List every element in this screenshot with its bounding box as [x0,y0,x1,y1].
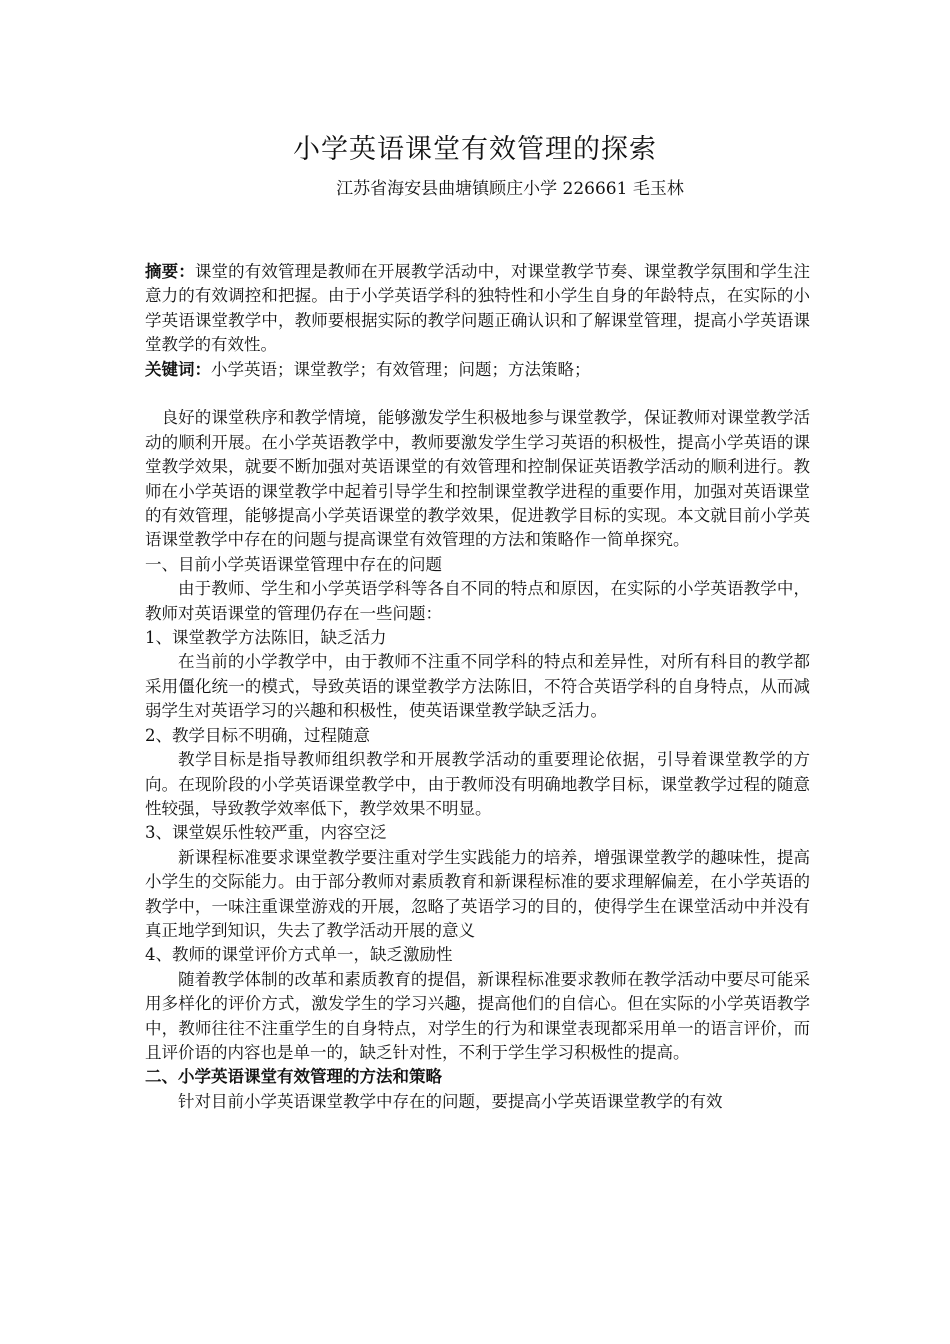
abstract-paragraph [145,260,810,358]
keywords-label: 关键词： [145,359,211,379]
paragraph-gap [145,382,810,406]
item4-heading: 4、教师的课堂评价方式单一，缺乏激励性 [145,945,453,965]
item3-text: 新课程标准要求课堂教学要注重对学生实践能力的培养，增强课堂教学的趣味性，提高小学生的交际能力。由于部分教师对素质教育和新课程标准的要求理解偏差，在小学英语的教学中，一味注重课堂游戏的开展，忽略了英语学习的目的，使得学生在课堂活动中并没有真正地学到知识，失去了教学活动开展的意义 [145,847,810,940]
section1-heading: 一、目前小学英语课堂管理中存在的问题 [145,554,442,574]
section1-intro: 由于教师、学生和小学英语学科等各自不同的特点和原因，在实际的小学英语教学中，教师对英语课堂的管理仍存在一些问题： [145,579,810,623]
item4-text: 随着教学体制的改革和素质教育的提倡，新课程标准要求教师在教学活动中要尽可能采用多样化的评价方式，激发学生的学习兴趣，提高他们的自信心。但在实际的小学英语教学中，教师往往不注重学生的自身特点，对学生的行为和课堂表现都采用单一的语言评价，而且评价语的内容也是单一的，缺乏针对性，不利于学生学习积极性的提高。 [145,969,810,1062]
keywords-paragraph [145,358,810,382]
keywords-text: 小学英语；课堂教学；有效管理；问题；方法策略； [211,359,591,379]
intro-paragraph: 良好的课堂秩序和教学情境，能够激发学生积极地参与课堂教学，保证教师对课堂教学活动的顺利开展。在小学英语教学中，教师要激发学生学习英语的积极性，提高小学英语的课堂教学效果，就要不断加强对英语课堂的有效管理和控制保证英语教学活动的顺利进行。教师在小学英语的课堂教学中起着引导学生和控制课堂教学进程的重要作用，加强对英语课堂的有效管理，能够提高小学英语课堂的教学效果，促进教学目标的实现。本文就目前小学英语课堂教学中存在的问题与提高课堂有效管理的方法和策略作一简单探究。 [145,408,810,550]
author-line: 江苏省海安县曲塘镇顾庄小学 226661 毛玉林 [336,179,684,199]
document-body [145,260,810,1114]
abstract-text: 课堂的有效管理是教师在开展教学活动中，对课堂教学节奏、课堂教学氛围和学生注意力的有效调控和把握。由于小学英语学科的独特性和小学生自身的年龄特点，在实际的小学英语课堂教学中，教师要根据实际的教学问题正确认识和了解课堂管理，提高小学英语课堂教学的有效性。 [145,262,811,355]
document-title: 小学英语课堂有效管理的探索 [293,134,657,165]
abstract-label: 摘要： [145,262,195,281]
item1-heading: 1、课堂教学方法陈旧，缺乏活力 [145,628,387,648]
item2-text: 教学目标是指导教师组织教学和开展教学活动的重要理论依据，引导着课堂教学的方向。在现阶段的小学英语课堂教学中，由于教师没有明确地教学目标，课堂教学过程的随意性较强，导致教学效率低下，教学效果不明显。 [145,750,810,818]
item2-heading: 2、教学目标不明确，过程随意 [145,725,370,745]
item3-heading: 3、课堂娱乐性较严重，内容空泛 [145,823,387,843]
section2-intro: 针对目前小学英语课堂教学中存在的问题，要提高小学英语课堂教学的有效 [178,1091,723,1111]
section2-heading: 二、小学英语课堂有效管理的方法和策略 [145,1067,442,1087]
item1-text: 在当前的小学教学中，由于教师不注重不同学科的特点和差异性，对所有科目的教学都采用僵化统一的模式，导致英语的课堂教学方法陈旧，不符合英语学科的自身特点，从而减弱学生对英语学习的兴趣和积极性，使英语课堂教学缺乏活力。 [145,652,810,721]
